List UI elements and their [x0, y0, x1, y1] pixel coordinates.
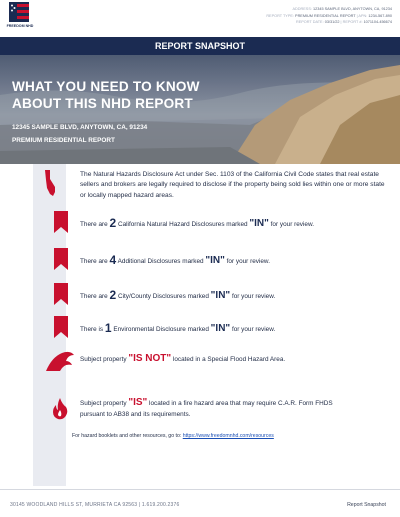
flood-prefix: Subject property — [80, 356, 127, 363]
resources-line — [72, 433, 274, 439]
wave-icon — [46, 349, 74, 371]
hero-address: 12345 SAMPLE BLVD, ANYTOWN, CA, 91234 — [12, 124, 148, 131]
report-type-value: PREMIUM RESIDENTIAL REPORT — [295, 13, 356, 18]
fire-line2: pursuant to AB38 and its requirements. — [80, 410, 191, 418]
resources-text: For hazard booklets and other resources, go to: — [72, 433, 182, 439]
freedom-nhd-logo — [6, 2, 32, 32]
logo-text: FREEDOM NHD — [6, 24, 34, 28]
ribbon-icon — [54, 283, 68, 305]
row-suffix: for your review. — [226, 258, 270, 265]
fire-icon — [52, 398, 68, 420]
report-snapshot-banner: REPORT SNAPSHOT — [0, 37, 400, 55]
row-tag: "IN" — [249, 218, 269, 229]
hero-report-type: PREMIUM RESIDENTIAL REPORT — [12, 137, 115, 144]
row-count: 2 — [109, 216, 117, 230]
ribbon-icon — [54, 211, 68, 233]
hero-section — [0, 55, 400, 164]
row-middle: Environmental Disclosure marked — [113, 326, 209, 333]
ribbon-icon — [54, 316, 68, 338]
fire-prefix: Subject property — [80, 400, 127, 407]
apn-value: 1234-567-890 — [368, 13, 392, 18]
row-count: 2 — [109, 288, 117, 302]
disclosure-row-city-county — [80, 288, 275, 302]
hero-title — [12, 78, 200, 112]
top-header — [0, 0, 400, 34]
row-suffix: for your review. — [231, 326, 276, 333]
ribbon-icon — [54, 248, 68, 270]
fire-status-tag: "IS" — [128, 397, 148, 408]
flag-icon — [9, 2, 29, 22]
disclosure-row-additional — [80, 253, 270, 267]
report-date-label: REPORT DATE: — [296, 20, 324, 25]
footer-address: 30145 WOODLAND HILLS ST, MURRIETA CA 92563 | 1.619.200.2376 — [10, 502, 180, 508]
disclosure-row-environmental — [80, 321, 275, 335]
row-prefix: There are — [80, 258, 108, 265]
address-value: 12345 SAMPLE BLVD, ANYTOWN, CA, 91234 — [313, 7, 392, 11]
flood-zone-row — [80, 353, 285, 364]
row-prefix: There are — [80, 293, 108, 300]
fire-hazard-row — [80, 398, 333, 421]
row-tag: "IN" — [210, 323, 231, 334]
row-middle: California Natural Hazard Disclosures marked — [117, 221, 248, 228]
row-prefix: There are — [80, 221, 108, 228]
report-date-value: 03/31/22 — [324, 20, 340, 25]
fire-suffix: located in a fire hazard area that may require C.A.R. Form FHDS — [149, 400, 333, 407]
row-middle: Additional Disclosures marked — [117, 258, 204, 265]
row-prefix: There is — [80, 326, 104, 333]
row-tag: "IN" — [205, 255, 225, 266]
flood-status-tag: "IS NOT" — [128, 353, 172, 364]
hero-title-line1: WHAT YOU NEED TO KNOW — [12, 79, 200, 94]
row-suffix: for your review. — [231, 293, 276, 300]
report-type-label: REPORT TYPE: — [266, 13, 294, 18]
apn-label: | APN: — [356, 13, 368, 18]
resources-link[interactable]: https://www.freedomnhd.com/resources — [182, 433, 274, 439]
row-count: 1 — [104, 321, 112, 335]
flood-suffix: located in a Special Flood Hazard Area. — [172, 356, 286, 363]
footer-divider — [0, 489, 400, 490]
intro-paragraph: The Natural Hazards Disclosure Act under Sec. 1103 of the California Civil Code states that real estate sellers and brokers are legally required to disclose if the property being sold lies within one or more state or locally mapped hazard areas. — [80, 171, 385, 199]
row-middle: City/County Disclosures marked — [117, 293, 209, 300]
report-meta — [266, 6, 392, 26]
california-map-icon — [44, 170, 56, 196]
report-number-label: | REPORT #: — [340, 20, 363, 25]
row-count: 4 — [109, 253, 117, 267]
row-tag: "IN" — [210, 290, 231, 301]
disclosure-row-natural-hazard — [80, 216, 314, 230]
report-number-value: 1071104-456674 — [363, 20, 392, 25]
address-label: ADDRESS: — [292, 7, 312, 11]
hero-title-line2: ABOUT THIS NHD REPORT — [12, 96, 193, 111]
row-suffix: for your review. — [270, 221, 314, 228]
footer-page-label: Report Snapshot — [347, 502, 386, 508]
